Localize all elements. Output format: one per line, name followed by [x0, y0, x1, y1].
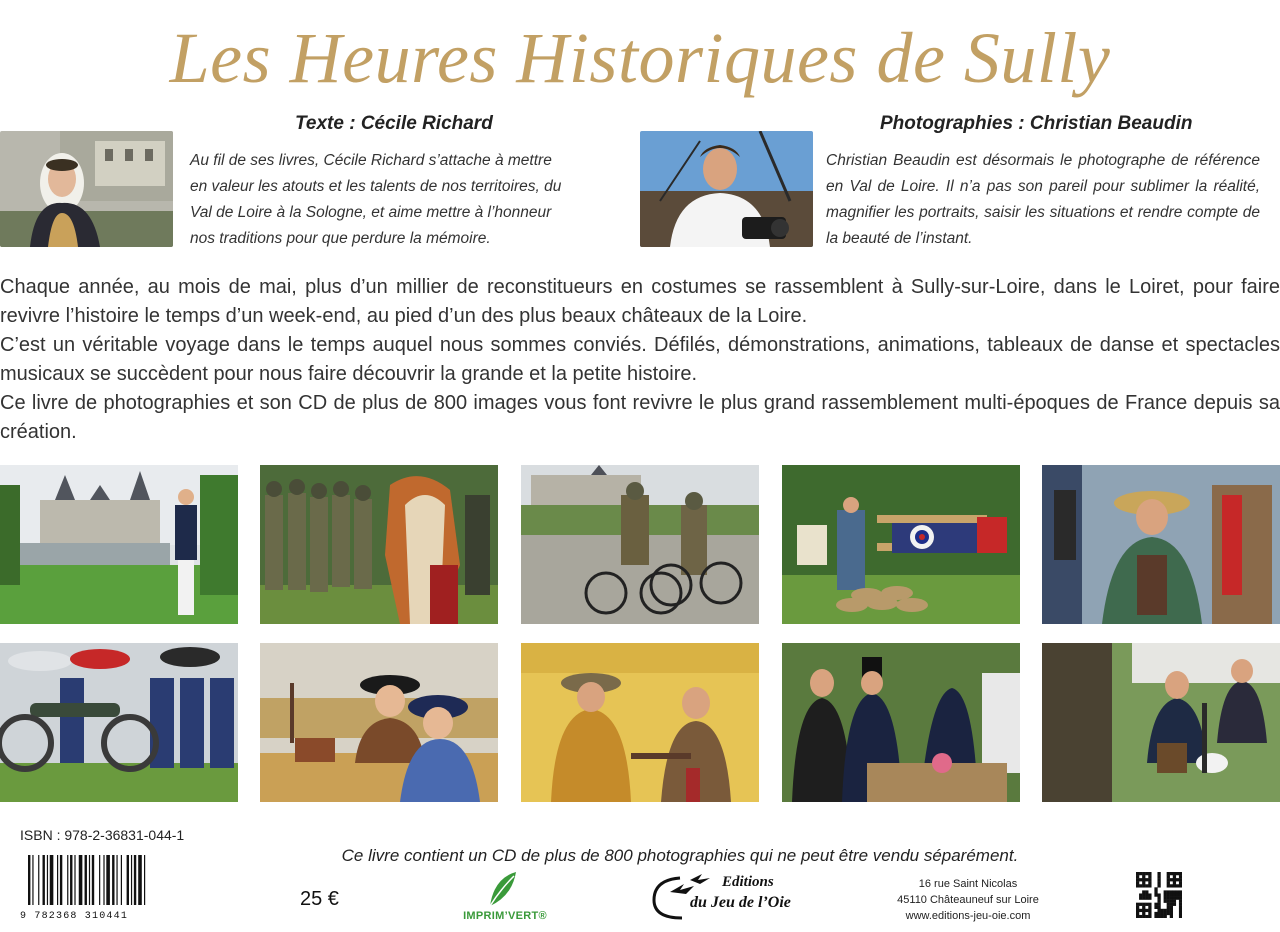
qr-module — [1167, 897, 1170, 900]
qr-module — [1148, 872, 1151, 875]
qr-module — [1154, 912, 1157, 915]
qr-module — [1136, 909, 1139, 912]
barcode-bar — [92, 855, 94, 905]
qr-module — [1179, 872, 1182, 875]
qr-module — [1136, 872, 1139, 875]
qr-module — [1179, 906, 1182, 909]
qr-module — [1173, 890, 1176, 893]
photo-camp-reenactors — [1042, 643, 1280, 802]
qr-module — [1179, 900, 1182, 903]
qr-module — [1148, 906, 1151, 909]
barcode-bar — [89, 855, 90, 905]
qr-module — [1157, 893, 1160, 896]
text-author-bio — [190, 148, 620, 252]
barcode-bar — [138, 855, 142, 905]
publisher-line1: Editions — [722, 874, 774, 890]
qr-module — [1142, 897, 1145, 900]
address-line: 45110 Châteauneuf sur Loire — [897, 894, 1039, 906]
qr-module — [1164, 897, 1167, 900]
book-title: Les Heures Historiques de Sully — [169, 18, 1111, 98]
price-label: 25 € — [300, 888, 339, 910]
qr-module — [1167, 900, 1170, 903]
qr-module — [1145, 893, 1148, 896]
barcode-bar — [57, 855, 58, 905]
website-link[interactable]: www.editions-jeu-oie.com — [905, 910, 1031, 922]
qr-module — [1157, 906, 1160, 909]
qr-module — [1154, 906, 1157, 909]
photo-soldiers-headdress — [260, 465, 498, 624]
qr-module — [1179, 909, 1182, 912]
qr-module — [1136, 906, 1139, 909]
cd-note: Ce livre contient un CD de plus de 800 photographies qui ne peut être vendu séparément. — [341, 846, 1019, 865]
qr-module — [1157, 884, 1160, 887]
qr-module — [1170, 909, 1173, 912]
qr-module — [1176, 893, 1179, 896]
qr-module — [1145, 884, 1148, 887]
qr-module — [1136, 875, 1139, 878]
qr-module — [1179, 897, 1182, 900]
qr-module — [1179, 890, 1182, 893]
qr-module — [1142, 875, 1145, 878]
qr-module — [1142, 884, 1145, 887]
qr-module — [1179, 878, 1182, 881]
qr-module — [1154, 915, 1157, 918]
photo-author-bio: Christian Beaudin est désormais le photographe de référence en Val de Loire. Il n’a pas son pareil pour sublimer la réalité, magnifier les portraits, saisir les situations et rendre compte de la beauté de l’instant. — [826, 152, 1260, 247]
qr-module — [1173, 872, 1176, 875]
qr-module — [1136, 884, 1139, 887]
qr-module — [1170, 878, 1173, 881]
qr-module — [1179, 903, 1182, 906]
text-author-bio-line: Au fil de ses livres, Cécile Richard s’attache à mettre — [190, 152, 552, 169]
qr-module — [1142, 903, 1145, 906]
qr-module — [1145, 909, 1148, 912]
qr-module — [1148, 912, 1151, 915]
photo-biplane — [782, 465, 1020, 624]
qr-module — [1136, 903, 1139, 906]
barcode-bar — [70, 855, 72, 905]
qr-module — [1154, 890, 1157, 893]
qr-module — [1136, 912, 1139, 915]
barcode-bar — [99, 855, 100, 905]
text-author-bio-line: en valeur les atouts et les talents de nos territoires, du — [190, 178, 562, 195]
imprim-vert-logo — [450, 868, 560, 926]
qr-module — [1164, 890, 1167, 893]
text-author-bio-line: nos traditions pour que perdure la mémoire. — [190, 230, 491, 247]
qr-module — [1167, 909, 1170, 912]
qr-module — [1173, 878, 1176, 881]
isbn-label: ISBN : 978-2-36831-044-1 — [20, 827, 185, 843]
photo-children-costumes — [260, 643, 498, 802]
qr-module — [1173, 881, 1176, 884]
qr-module — [1139, 909, 1142, 912]
qr-module — [1157, 912, 1160, 915]
qr-module — [1157, 878, 1160, 881]
barcode-bar — [74, 855, 75, 905]
qr-module — [1145, 903, 1148, 906]
qr-module — [1173, 900, 1176, 903]
qr-module — [1145, 878, 1148, 881]
imprim-vert-label: IMPRIM’VERT® — [463, 910, 547, 922]
qr-module — [1139, 903, 1142, 906]
barcode-bar — [60, 855, 62, 905]
qr-module — [1167, 875, 1170, 878]
barcode-bar — [127, 855, 129, 905]
qr-module — [1157, 875, 1160, 878]
qr-module — [1170, 906, 1173, 909]
barcode-bar — [85, 855, 87, 905]
qr-module — [1179, 912, 1182, 915]
qr-module — [1142, 890, 1145, 893]
photographer-portrait — [640, 131, 813, 247]
qr-module — [1167, 872, 1170, 875]
qr-module — [1148, 915, 1151, 918]
qr-module — [1176, 890, 1179, 893]
qr-module — [1173, 903, 1176, 906]
photo-castle-reflection — [0, 465, 238, 624]
photo-musketeer-cloak — [1042, 465, 1280, 624]
qr-module — [1170, 912, 1173, 915]
photo-cannon-crew — [0, 643, 238, 802]
publisher-logo — [650, 870, 810, 922]
barcode-bar — [134, 855, 136, 905]
qr-module — [1154, 893, 1157, 896]
qr-module — [1167, 906, 1170, 909]
qr-module — [1167, 878, 1170, 881]
barcode-bar — [38, 855, 39, 905]
qr-module — [1173, 875, 1176, 878]
qr-module — [1164, 909, 1167, 912]
qr-module — [1167, 893, 1170, 896]
qr-module — [1136, 878, 1139, 881]
photo-soldiers-bicycles — [521, 465, 759, 624]
qr-module — [1176, 897, 1179, 900]
qr-module — [1167, 881, 1170, 884]
photo-uniformed-men-flowers — [782, 643, 1020, 802]
barcode-bar — [144, 855, 145, 905]
qr-module — [1161, 915, 1164, 918]
barcode-digits: 9 782368 310441 — [20, 911, 129, 921]
qr-module — [1173, 897, 1176, 900]
leaf-icon — [450, 868, 560, 908]
qr-module — [1179, 884, 1182, 887]
description-paragraph: C’est un véritable voyage dans le temps auquel nous sommes conviés. Défilés, démonstrations, animations, tableaux de danse et spectacles musicaux se succèdent pour nous faire découvrir la grande et la petite histoire. — [0, 334, 1280, 385]
book-description — [0, 273, 1280, 447]
qr-module — [1139, 884, 1142, 887]
qr-module — [1161, 909, 1164, 912]
qr-module — [1167, 912, 1170, 915]
qr-module — [1139, 872, 1142, 875]
qr-module — [1148, 884, 1151, 887]
qr-module — [1170, 915, 1173, 918]
qr-module — [1139, 897, 1142, 900]
barcode-bar — [32, 855, 33, 905]
qr-module — [1142, 881, 1145, 884]
qr-module — [1157, 900, 1160, 903]
qr-module — [1157, 903, 1160, 906]
description-paragraph: Chaque année, au mois de mai, plus d’un millier de reconstitueurs en costumes se rassemblent à Sully-sur-Loire, dans le Loiret, pour faire revivre l’histoire le temps d’un week-end, au pied d’un des plus beaux châteaux de la Loire. — [0, 276, 1280, 327]
qr-module — [1142, 915, 1145, 918]
text-author-portrait — [0, 131, 173, 247]
qr-module — [1148, 878, 1151, 881]
qr-module — [1157, 897, 1160, 900]
barcode-bar — [67, 855, 68, 905]
barcode-bar — [131, 855, 132, 905]
qr-module — [1176, 878, 1179, 881]
qr-module — [1148, 875, 1151, 878]
barcode-bar — [116, 855, 117, 905]
qr-module — [1157, 909, 1160, 912]
qr-module — [1142, 906, 1145, 909]
barcode-bar — [112, 855, 114, 905]
qr-module — [1142, 912, 1145, 915]
qr-module — [1161, 912, 1164, 915]
address-line: 16 rue Saint Nicolas — [918, 878, 1018, 890]
qr-module — [1139, 893, 1142, 896]
qr-module — [1170, 890, 1173, 893]
barcode-bar — [121, 855, 122, 905]
qr-module — [1157, 881, 1160, 884]
qr-module — [1142, 893, 1145, 896]
qr-code[interactable] — [1136, 872, 1182, 918]
barcode-bar — [43, 855, 45, 905]
qr-module — [1170, 897, 1173, 900]
photo-grid — [0, 465, 1280, 805]
barcode-bar — [28, 855, 30, 905]
qr-module — [1139, 915, 1142, 918]
qr-module — [1176, 884, 1179, 887]
qr-module — [1170, 900, 1173, 903]
qr-module — [1145, 872, 1148, 875]
qr-module — [1173, 893, 1176, 896]
qr-module — [1173, 884, 1176, 887]
photo-author-heading: Photographies : Christian Beaudin — [880, 113, 1193, 134]
qr-module — [1170, 903, 1173, 906]
text-author-heading: Texte : Cécile Richard — [295, 113, 493, 134]
qr-module — [1136, 881, 1139, 884]
barcode-bar — [50, 855, 54, 905]
qr-module — [1164, 893, 1167, 896]
qr-module — [1148, 881, 1151, 884]
publisher-address — [880, 876, 1056, 924]
qr-module — [1179, 875, 1182, 878]
barcode-bar — [79, 855, 83, 905]
qr-module — [1176, 872, 1179, 875]
qr-module — [1148, 909, 1151, 912]
description-paragraph: Ce livre de photographies et son CD de plus de 800 images vous font revivre le plus grand rassemblement multi-époques de France depuis sa création. — [0, 392, 1280, 443]
qr-module — [1142, 909, 1145, 912]
qr-module — [1145, 890, 1148, 893]
qr-module — [1179, 915, 1182, 918]
qr-module — [1139, 878, 1142, 881]
photo-tent-musketeers — [521, 643, 759, 802]
qr-module — [1164, 900, 1167, 903]
qr-module — [1136, 915, 1139, 918]
barcode-bar — [106, 855, 110, 905]
qr-module — [1154, 887, 1157, 890]
qr-module — [1167, 884, 1170, 887]
qr-module — [1142, 878, 1145, 881]
qr-module — [1154, 903, 1157, 906]
qr-module — [1157, 915, 1160, 918]
qr-module — [1157, 872, 1160, 875]
qr-module — [1179, 881, 1182, 884]
barcode-bar — [103, 855, 104, 905]
qr-module — [1167, 903, 1170, 906]
qr-module — [1179, 893, 1182, 896]
qr-module — [1170, 872, 1173, 875]
qr-module — [1145, 915, 1148, 918]
qr-module — [1145, 897, 1148, 900]
text-author-bio-line: Val de Loire à la Sologne, et aime mettre à l’honneur — [190, 204, 552, 221]
qr-module — [1148, 897, 1151, 900]
qr-module — [1148, 893, 1151, 896]
qr-module — [1164, 915, 1167, 918]
qr-module — [1170, 893, 1173, 896]
barcode-bar — [47, 855, 48, 905]
publisher-line2: du Jeu de l’Oie — [690, 894, 791, 911]
qr-module — [1164, 912, 1167, 915]
qr-module — [1148, 903, 1151, 906]
qr-module — [1170, 884, 1173, 887]
qr-module — [1167, 890, 1170, 893]
qr-module — [1142, 872, 1145, 875]
barcode-image — [20, 855, 190, 921]
